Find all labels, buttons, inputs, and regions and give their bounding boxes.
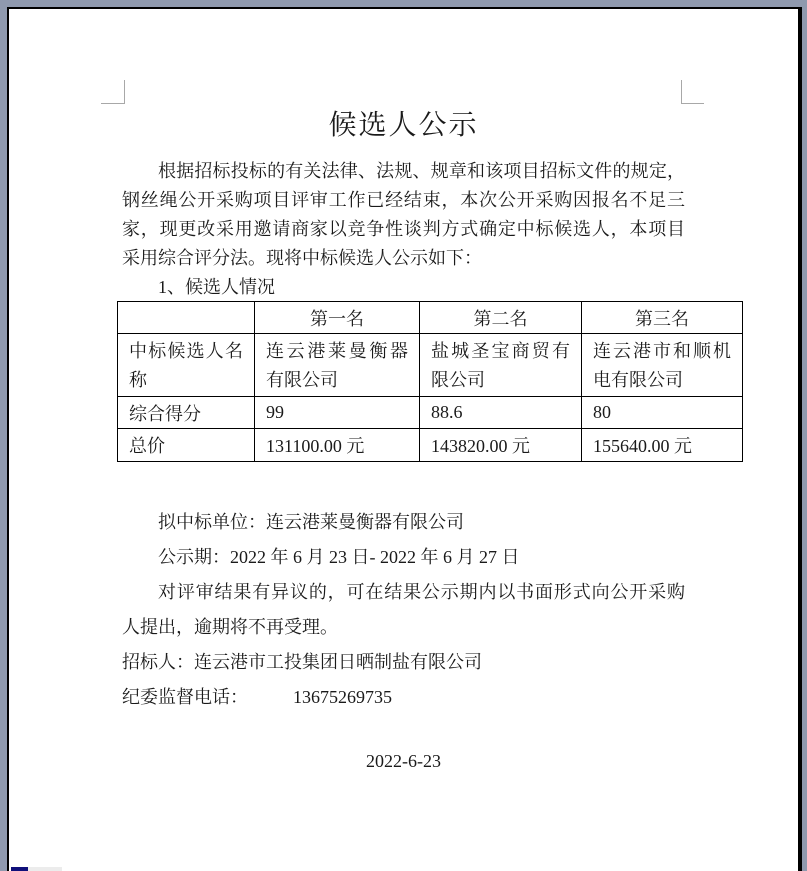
bottom-left-fragment-gray (28, 867, 62, 871)
closing-line-phone: 纪委监督电话： 13675269735 (122, 687, 392, 707)
candidate-3-score: 80 (582, 397, 743, 429)
candidate-1-score: 99 (255, 397, 420, 429)
row-label: 中标候选人名称 (118, 334, 255, 397)
table-row-candidate-names (118, 334, 743, 397)
paragraph-line: 钢丝绳公开采购项目评审工作已经结束，本次公开采购因报名不足三 (122, 190, 685, 210)
candidate-2-score: 88.6 (420, 397, 582, 429)
row-label: 总价 (118, 429, 255, 462)
candidate-2-name: 盐城圣宝商贸有限公司 (420, 334, 582, 397)
candidate-3-price: 155640.00 元 (582, 429, 743, 462)
candidate-1-price: 131100.00 元 (255, 429, 420, 462)
document-title: 候选人公示 (328, 110, 479, 141)
document-date: 2022-6-23 (366, 751, 441, 771)
candidates-table (117, 301, 743, 462)
section-heading: 1、候选人情况 (158, 277, 275, 297)
paragraph-line: 家，现更改采用邀请商家以竞争性谈判方式确定中标候选人，本项目 (122, 219, 685, 239)
table-header-rank2: 第二名 (420, 302, 582, 334)
candidate-2-price: 143820.00 元 (420, 429, 582, 462)
closing-line-period: 公示期：2022 年 6 月 23 日- 2022 年 6 月 27 日 (158, 547, 520, 567)
table-header-row (118, 302, 743, 334)
text-boundary-mark-right (681, 80, 704, 104)
page-border-frame (7, 7, 802, 871)
closing-line-objection-cont: 人提出，逾期将不再受理。 (122, 617, 338, 637)
candidate-3-name: 连云港市和顺机电有限公司 (582, 334, 743, 397)
table-header-rank1: 第一名 (255, 302, 420, 334)
table-header-rank3: 第三名 (582, 302, 743, 334)
closing-line-tenderer: 招标人：连云港市工投集团日晒制盐有限公司 (122, 652, 482, 672)
table-header-empty (118, 302, 255, 334)
paragraph-line: 采用综合评分法。现将中标候选人公示如下： (122, 248, 482, 268)
row-label: 综合得分 (118, 397, 255, 429)
bottom-left-fragment-navy (11, 867, 28, 871)
candidate-1-name: 连云港莱曼衡器有限公司 (255, 334, 420, 397)
table-row-prices (118, 429, 743, 462)
paragraph-line: 根据招标投标的有关法律、法规、规章和该项目招标文件的规定， (158, 161, 685, 181)
table-row-scores (118, 397, 743, 429)
closing-line-winner: 拟中标单位：连云港莱曼衡器有限公司 (158, 512, 464, 532)
closing-line-objection: 对评审结果有异议的，可在结果公示期内以书面形式向公开采购 (158, 582, 685, 602)
text-boundary-mark-left (101, 80, 125, 104)
document-page[interactable] (9, 9, 798, 871)
